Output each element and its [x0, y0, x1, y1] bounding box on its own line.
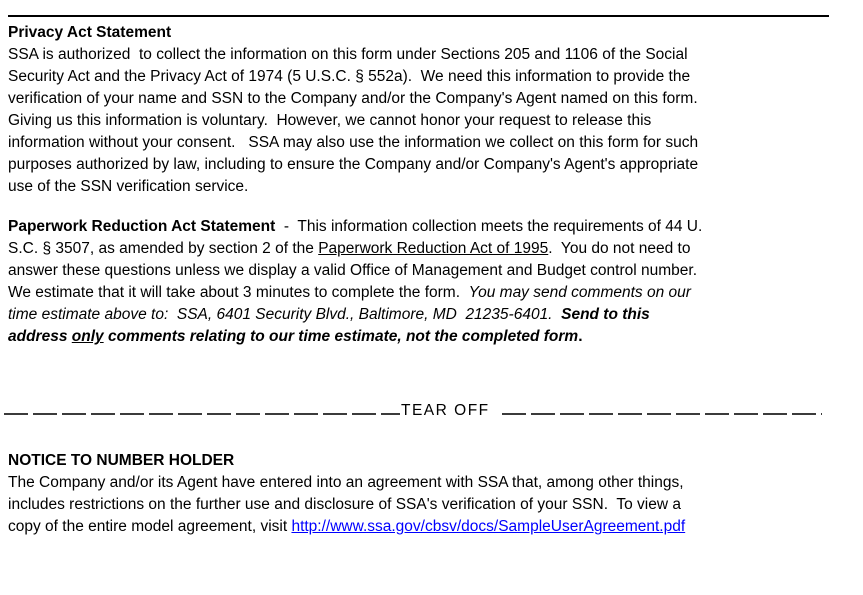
tear-off-label: TEAR OFF	[401, 402, 490, 419]
text-line: information without your consent. SSA may also use the information we collect on this form for such	[8, 134, 699, 151]
notice-section	[8, 450, 853, 538]
text-segment: Send to this	[561, 306, 650, 323]
agreement-link[interactable]: http://www.ssa.gov/cbsv/docs/SampleUserAgreement.pdf	[291, 518, 686, 535]
text-segment: . You do not need to	[548, 240, 691, 257]
top-rule	[8, 15, 829, 17]
text-line	[8, 216, 853, 238]
tear-line-right	[502, 413, 822, 415]
text-segment: - This information collection meets the requirements of 44 U.	[275, 218, 703, 235]
text-segment: only	[71, 328, 104, 345]
document-page	[0, 15, 863, 538]
tear-line-left	[4, 413, 400, 415]
text-line: SSA is authorized to collect the information on this form under Sections 205 and 1106 of the Social	[8, 46, 688, 63]
text-segment: We estimate that it will take about 3 minutes to complete the form.	[8, 284, 469, 301]
text-line: purposes authorized by law, including to ensure the Company and/or Company's Agent's appropriate	[8, 156, 699, 173]
text-line: Security Act and the Privacy Act of 1974 (5 U.S.C. § 552a). We need this information to provide the	[8, 68, 691, 85]
notice-heading: NOTICE TO NUMBER HOLDER	[8, 452, 235, 469]
text-line: includes restrictions on the further use and disclosure of SSA's verification of your SSN. To view a	[8, 496, 681, 513]
text-segment: address	[8, 328, 72, 345]
text-segment: copy of the entire model agreement, visit	[8, 518, 292, 535]
paperwork-reduction-section	[8, 216, 853, 348]
text-line: The Company and/or its Agent have entered into an agreement with SSA that, among other things,	[8, 474, 684, 491]
text-segment: You may send comments on our	[468, 284, 691, 301]
privacy-act-section	[8, 22, 853, 198]
privacy-act-heading: Privacy Act Statement	[8, 24, 172, 41]
text-line	[8, 326, 853, 348]
text-segment: comments relating to our time estimate, not the completed form	[103, 328, 579, 345]
text-line	[8, 282, 853, 304]
tear-off-row	[4, 400, 834, 422]
text-line: verification of your name and SSN to the Company and/or the Company's Agent named on this form.	[8, 90, 698, 107]
text-line	[8, 304, 853, 326]
text-line: Giving us this information is voluntary. However, we cannot honor your request to release this	[8, 112, 652, 129]
paperwork-act-reference: Paperwork Reduction Act of 1995	[318, 240, 549, 257]
text-line	[8, 516, 853, 538]
text-line: answer these questions unless we display a valid Office of Management and Budget control number.	[8, 262, 698, 279]
text-segment: time estimate above to: SSA, 6401 Security Blvd., Baltimore, MD 21235-6401.	[8, 306, 562, 323]
text-line	[8, 238, 853, 260]
text-line: use of the SSN verification service.	[8, 178, 249, 195]
paperwork-heading: Paperwork Reduction Act Statement	[8, 218, 276, 235]
text-segment: S.C. § 3507, as amended by section 2 of the	[8, 240, 319, 257]
text-segment: .	[578, 328, 583, 345]
